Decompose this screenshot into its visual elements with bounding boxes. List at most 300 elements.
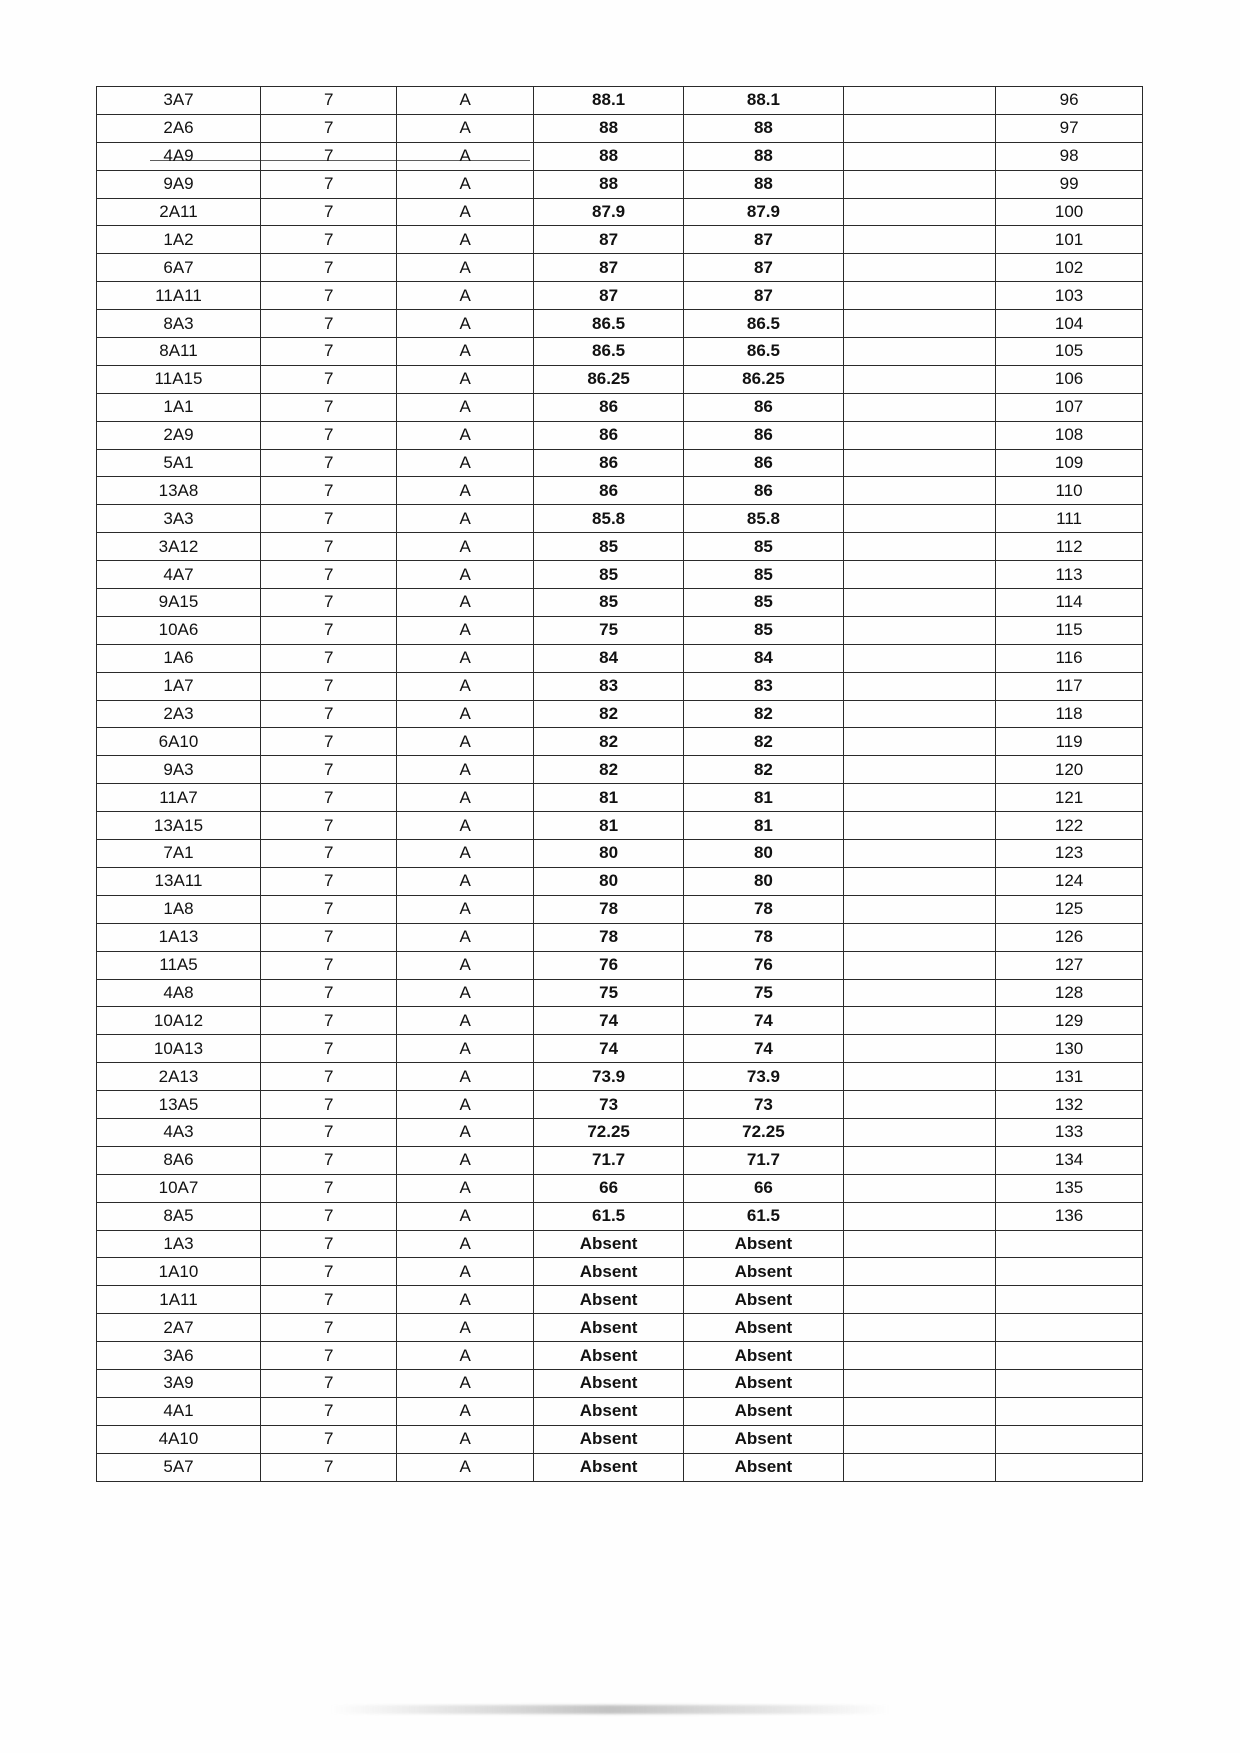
table-row [97, 421, 1143, 449]
mark-cell: Absent [533, 1369, 683, 1397]
rank-cell [996, 1258, 1143, 1286]
student-code-cell: 10A13 [97, 1035, 261, 1063]
rank-cell: 121 [996, 784, 1143, 812]
table-row [97, 1007, 1143, 1035]
section-cell: A [397, 1453, 533, 1481]
section-cell: A [397, 1342, 533, 1370]
section-cell: A [397, 895, 533, 923]
rank-cell: 119 [996, 728, 1143, 756]
section-cell: A [397, 616, 533, 644]
section-cell: A [397, 393, 533, 421]
remark-cell [843, 895, 996, 923]
student-code-cell: 4A10 [97, 1425, 261, 1453]
section-cell: A [397, 1063, 533, 1091]
table-row [97, 1118, 1143, 1146]
mark-cell: 85 [533, 589, 683, 617]
remark-cell [843, 87, 996, 115]
section-cell: A [397, 589, 533, 617]
remark-cell [843, 1174, 996, 1202]
total-cell: 85 [684, 561, 843, 589]
rank-cell [996, 1397, 1143, 1425]
mark-cell: Absent [533, 1314, 683, 1342]
rank-cell: 103 [996, 282, 1143, 310]
grade-cell: 7 [261, 87, 397, 115]
section-cell: A [397, 310, 533, 338]
grade-cell: 7 [261, 700, 397, 728]
mark-cell: 86 [533, 421, 683, 449]
table-row [97, 365, 1143, 393]
grade-cell: 7 [261, 1035, 397, 1063]
rank-cell: 105 [996, 338, 1143, 366]
section-cell: A [397, 338, 533, 366]
mark-cell: 86.5 [533, 310, 683, 338]
grade-cell: 7 [261, 1007, 397, 1035]
remark-cell [843, 1007, 996, 1035]
results-table-container [96, 86, 1143, 1482]
total-cell: Absent [684, 1230, 843, 1258]
total-cell: 88 [684, 170, 843, 198]
table-row [97, 114, 1143, 142]
section-cell: A [397, 756, 533, 784]
grade-cell: 7 [261, 728, 397, 756]
student-code-cell: 8A11 [97, 338, 261, 366]
section-cell: A [397, 923, 533, 951]
section-cell: A [397, 1258, 533, 1286]
student-code-cell: 11A5 [97, 951, 261, 979]
table-row [97, 951, 1143, 979]
remark-cell [843, 282, 996, 310]
total-cell: 86 [684, 393, 843, 421]
total-cell: 82 [684, 700, 843, 728]
table-row [97, 310, 1143, 338]
rank-cell: 129 [996, 1007, 1143, 1035]
total-cell: Absent [684, 1425, 843, 1453]
section-cell: A [397, 226, 533, 254]
rank-cell: 114 [996, 589, 1143, 617]
total-cell: Absent [684, 1286, 843, 1314]
rank-cell: 125 [996, 895, 1143, 923]
section-cell: A [397, 951, 533, 979]
grade-cell: 7 [261, 1202, 397, 1230]
grade-cell: 7 [261, 421, 397, 449]
grade-cell: 7 [261, 1369, 397, 1397]
student-code-cell: 8A3 [97, 310, 261, 338]
table-row [97, 812, 1143, 840]
remark-cell [843, 700, 996, 728]
remark-cell [843, 533, 996, 561]
student-code-cell: 3A7 [97, 87, 261, 115]
section-cell: A [397, 365, 533, 393]
mark-cell: 80 [533, 840, 683, 868]
rank-cell: 111 [996, 505, 1143, 533]
remark-cell [843, 142, 996, 170]
total-cell: 86 [684, 477, 843, 505]
grade-cell: 7 [261, 142, 397, 170]
grade-cell: 7 [261, 1258, 397, 1286]
grade-cell: 7 [261, 449, 397, 477]
section-cell: A [397, 840, 533, 868]
rank-cell: 115 [996, 616, 1143, 644]
mark-cell: 83 [533, 672, 683, 700]
table-row [97, 616, 1143, 644]
remark-cell [843, 867, 996, 895]
total-cell: 61.5 [684, 1202, 843, 1230]
grade-cell: 7 [261, 951, 397, 979]
mark-cell: 80 [533, 867, 683, 895]
student-code-cell: 1A3 [97, 1230, 261, 1258]
table-row [97, 1035, 1143, 1063]
student-code-cell: 7A1 [97, 840, 261, 868]
student-code-cell: 2A6 [97, 114, 261, 142]
student-code-cell: 1A2 [97, 226, 261, 254]
mark-cell: 86.5 [533, 338, 683, 366]
student-code-cell: 9A15 [97, 589, 261, 617]
mark-cell: 84 [533, 644, 683, 672]
grade-cell: 7 [261, 282, 397, 310]
section-cell: A [397, 1174, 533, 1202]
total-cell: 82 [684, 728, 843, 756]
total-cell: 83 [684, 672, 843, 700]
table-row [97, 533, 1143, 561]
student-code-cell: 10A12 [97, 1007, 261, 1035]
grade-cell: 7 [261, 1342, 397, 1370]
mark-cell: 87.9 [533, 198, 683, 226]
student-code-cell: 11A11 [97, 282, 261, 310]
table-row [97, 1091, 1143, 1119]
table-row [97, 477, 1143, 505]
rank-cell: 126 [996, 923, 1143, 951]
section-cell: A [397, 700, 533, 728]
table-row [97, 895, 1143, 923]
table-row [97, 1146, 1143, 1174]
grade-cell: 7 [261, 784, 397, 812]
table-row [97, 1286, 1143, 1314]
table-row [97, 449, 1143, 477]
section-cell: A [397, 672, 533, 700]
student-code-cell: 5A7 [97, 1453, 261, 1481]
student-code-cell: 4A9 [97, 142, 261, 170]
student-code-cell: 11A15 [97, 365, 261, 393]
table-row [97, 338, 1143, 366]
table-row [97, 505, 1143, 533]
table-row [97, 1342, 1143, 1370]
remark-cell [843, 1286, 996, 1314]
mark-cell: 85.8 [533, 505, 683, 533]
section-cell: A [397, 728, 533, 756]
remark-cell [843, 1453, 996, 1481]
total-cell: 78 [684, 895, 843, 923]
grade-cell: 7 [261, 1286, 397, 1314]
table-row [97, 254, 1143, 282]
mark-cell: 87 [533, 254, 683, 282]
total-cell: 76 [684, 951, 843, 979]
mark-cell: 73 [533, 1091, 683, 1119]
table-row [97, 1314, 1143, 1342]
rank-cell: 108 [996, 421, 1143, 449]
total-cell: 84 [684, 644, 843, 672]
rank-cell: 133 [996, 1118, 1143, 1146]
student-code-cell: 5A1 [97, 449, 261, 477]
total-cell: 86.25 [684, 365, 843, 393]
remark-cell [843, 784, 996, 812]
mark-cell: 81 [533, 784, 683, 812]
student-code-cell: 13A5 [97, 1091, 261, 1119]
student-code-cell: 6A7 [97, 254, 261, 282]
grade-cell: 7 [261, 114, 397, 142]
total-cell: 80 [684, 840, 843, 868]
grade-cell: 7 [261, 226, 397, 254]
rank-cell [996, 1425, 1143, 1453]
grade-cell: 7 [261, 1453, 397, 1481]
student-code-cell: 1A1 [97, 393, 261, 421]
table-row [97, 282, 1143, 310]
student-code-cell: 1A6 [97, 644, 261, 672]
section-cell: A [397, 533, 533, 561]
table-row [97, 1202, 1143, 1230]
rank-cell: 134 [996, 1146, 1143, 1174]
rank-cell: 109 [996, 449, 1143, 477]
rank-cell [996, 1230, 1143, 1258]
grade-cell: 7 [261, 1146, 397, 1174]
remark-cell [843, 505, 996, 533]
section-cell: A [397, 142, 533, 170]
grade-cell: 7 [261, 923, 397, 951]
remark-cell [843, 1258, 996, 1286]
student-code-cell: 2A9 [97, 421, 261, 449]
rank-cell: 100 [996, 198, 1143, 226]
student-code-cell: 2A11 [97, 198, 261, 226]
total-cell: Absent [684, 1369, 843, 1397]
section-cell: A [397, 561, 533, 589]
total-cell: 86.5 [684, 338, 843, 366]
total-cell: 82 [684, 756, 843, 784]
scan-artifact-footer [330, 1705, 890, 1714]
mark-cell: 66 [533, 1174, 683, 1202]
student-code-cell: 2A3 [97, 700, 261, 728]
rank-cell: 127 [996, 951, 1143, 979]
total-cell: 88.1 [684, 87, 843, 115]
grade-cell: 7 [261, 979, 397, 1007]
section-cell: A [397, 198, 533, 226]
mark-cell: Absent [533, 1230, 683, 1258]
grade-cell: 7 [261, 365, 397, 393]
table-row [97, 784, 1143, 812]
remark-cell [843, 979, 996, 1007]
section-cell: A [397, 449, 533, 477]
remark-cell [843, 393, 996, 421]
mark-cell: 82 [533, 728, 683, 756]
grade-cell: 7 [261, 1425, 397, 1453]
rank-cell: 118 [996, 700, 1143, 728]
rank-cell: 116 [996, 644, 1143, 672]
mark-cell: 75 [533, 979, 683, 1007]
total-cell: 73 [684, 1091, 843, 1119]
total-cell: 88 [684, 114, 843, 142]
table-row [97, 1397, 1143, 1425]
table-row [97, 756, 1143, 784]
section-cell: A [397, 254, 533, 282]
remark-cell [843, 756, 996, 784]
rank-cell: 112 [996, 533, 1143, 561]
mark-cell: Absent [533, 1453, 683, 1481]
table-row [97, 589, 1143, 617]
mark-cell: 82 [533, 756, 683, 784]
student-code-cell: 8A6 [97, 1146, 261, 1174]
section-cell: A [397, 1202, 533, 1230]
remark-cell [843, 1035, 996, 1063]
grade-cell: 7 [261, 505, 397, 533]
table-row [97, 979, 1143, 1007]
table-row [97, 923, 1143, 951]
mark-cell: 78 [533, 923, 683, 951]
student-code-cell: 2A13 [97, 1063, 261, 1091]
section-cell: A [397, 1118, 533, 1146]
remark-cell [843, 1425, 996, 1453]
rank-cell: 107 [996, 393, 1143, 421]
mark-cell: 86 [533, 477, 683, 505]
grade-cell: 7 [261, 198, 397, 226]
section-cell: A [397, 1425, 533, 1453]
grade-cell: 7 [261, 254, 397, 282]
rank-cell: 104 [996, 310, 1143, 338]
student-code-cell: 9A3 [97, 756, 261, 784]
mark-cell: 87 [533, 226, 683, 254]
rank-cell: 132 [996, 1091, 1143, 1119]
mark-cell: 73.9 [533, 1063, 683, 1091]
student-code-cell: 4A1 [97, 1397, 261, 1425]
table-row [97, 87, 1143, 115]
mark-cell: Absent [533, 1342, 683, 1370]
rank-cell: 122 [996, 812, 1143, 840]
grade-cell: 7 [261, 393, 397, 421]
grade-cell: 7 [261, 840, 397, 868]
total-cell: 78 [684, 923, 843, 951]
mark-cell: 85 [533, 533, 683, 561]
remark-cell [843, 338, 996, 366]
student-code-cell: 1A13 [97, 923, 261, 951]
remark-cell [843, 644, 996, 672]
mark-cell: 87 [533, 282, 683, 310]
student-code-cell: 4A8 [97, 979, 261, 1007]
grade-cell: 7 [261, 1118, 397, 1146]
mark-cell: Absent [533, 1286, 683, 1314]
remark-cell [843, 672, 996, 700]
student-code-cell: 3A12 [97, 533, 261, 561]
table-row [97, 198, 1143, 226]
grade-cell: 7 [261, 867, 397, 895]
remark-cell [843, 449, 996, 477]
mark-cell: 88 [533, 114, 683, 142]
grade-cell: 7 [261, 338, 397, 366]
student-code-cell: 8A5 [97, 1202, 261, 1230]
rank-cell: 101 [996, 226, 1143, 254]
rank-cell: 102 [996, 254, 1143, 282]
student-code-cell: 2A7 [97, 1314, 261, 1342]
mark-cell: 76 [533, 951, 683, 979]
section-cell: A [397, 1146, 533, 1174]
table-row [97, 1453, 1143, 1481]
mark-cell: 75 [533, 616, 683, 644]
mark-cell: 88 [533, 142, 683, 170]
table-row [97, 867, 1143, 895]
grade-cell: 7 [261, 1174, 397, 1202]
total-cell: 85 [684, 616, 843, 644]
student-code-cell: 10A7 [97, 1174, 261, 1202]
mark-cell: 78 [533, 895, 683, 923]
total-cell: 87 [684, 226, 843, 254]
mark-cell: Absent [533, 1258, 683, 1286]
section-cell: A [397, 979, 533, 1007]
mark-cell: 74 [533, 1007, 683, 1035]
total-cell: 88 [684, 142, 843, 170]
student-code-cell: 10A6 [97, 616, 261, 644]
grade-cell: 7 [261, 616, 397, 644]
total-cell: 71.7 [684, 1146, 843, 1174]
student-code-cell: 9A9 [97, 170, 261, 198]
remark-cell [843, 114, 996, 142]
table-row [97, 170, 1143, 198]
student-code-cell: 1A7 [97, 672, 261, 700]
table-row [97, 700, 1143, 728]
rank-cell [996, 1453, 1143, 1481]
grade-cell: 7 [261, 1230, 397, 1258]
remark-cell [843, 226, 996, 254]
section-cell: A [397, 421, 533, 449]
total-cell: 85 [684, 533, 843, 561]
grade-cell: 7 [261, 644, 397, 672]
total-cell: Absent [684, 1453, 843, 1481]
remark-cell [843, 840, 996, 868]
remark-cell [843, 254, 996, 282]
section-cell: A [397, 477, 533, 505]
student-code-cell: 4A7 [97, 561, 261, 589]
mark-cell: 61.5 [533, 1202, 683, 1230]
grade-cell: 7 [261, 589, 397, 617]
student-code-cell: 13A8 [97, 477, 261, 505]
grade-cell: 7 [261, 812, 397, 840]
section-cell: A [397, 1314, 533, 1342]
remark-cell [843, 170, 996, 198]
section-cell: A [397, 867, 533, 895]
grade-cell: 7 [261, 310, 397, 338]
rank-cell [996, 1286, 1143, 1314]
total-cell: 80 [684, 867, 843, 895]
rank-cell: 98 [996, 142, 1143, 170]
grade-cell: 7 [261, 170, 397, 198]
remark-cell [843, 1202, 996, 1230]
table-row [97, 672, 1143, 700]
section-cell: A [397, 644, 533, 672]
remark-cell [843, 589, 996, 617]
grade-cell: 7 [261, 1063, 397, 1091]
grade-cell: 7 [261, 895, 397, 923]
mark-cell: 71.7 [533, 1146, 683, 1174]
total-cell: 87 [684, 254, 843, 282]
total-cell: 86 [684, 449, 843, 477]
remark-cell [843, 561, 996, 589]
student-code-cell: 3A9 [97, 1369, 261, 1397]
grade-cell: 7 [261, 477, 397, 505]
rank-cell: 131 [996, 1063, 1143, 1091]
section-cell: A [397, 87, 533, 115]
grade-cell: 7 [261, 561, 397, 589]
rank-cell: 124 [996, 867, 1143, 895]
table-row [97, 1425, 1143, 1453]
total-cell: 74 [684, 1035, 843, 1063]
table-row [97, 1174, 1143, 1202]
student-code-cell: 1A11 [97, 1286, 261, 1314]
total-cell: 72.25 [684, 1118, 843, 1146]
